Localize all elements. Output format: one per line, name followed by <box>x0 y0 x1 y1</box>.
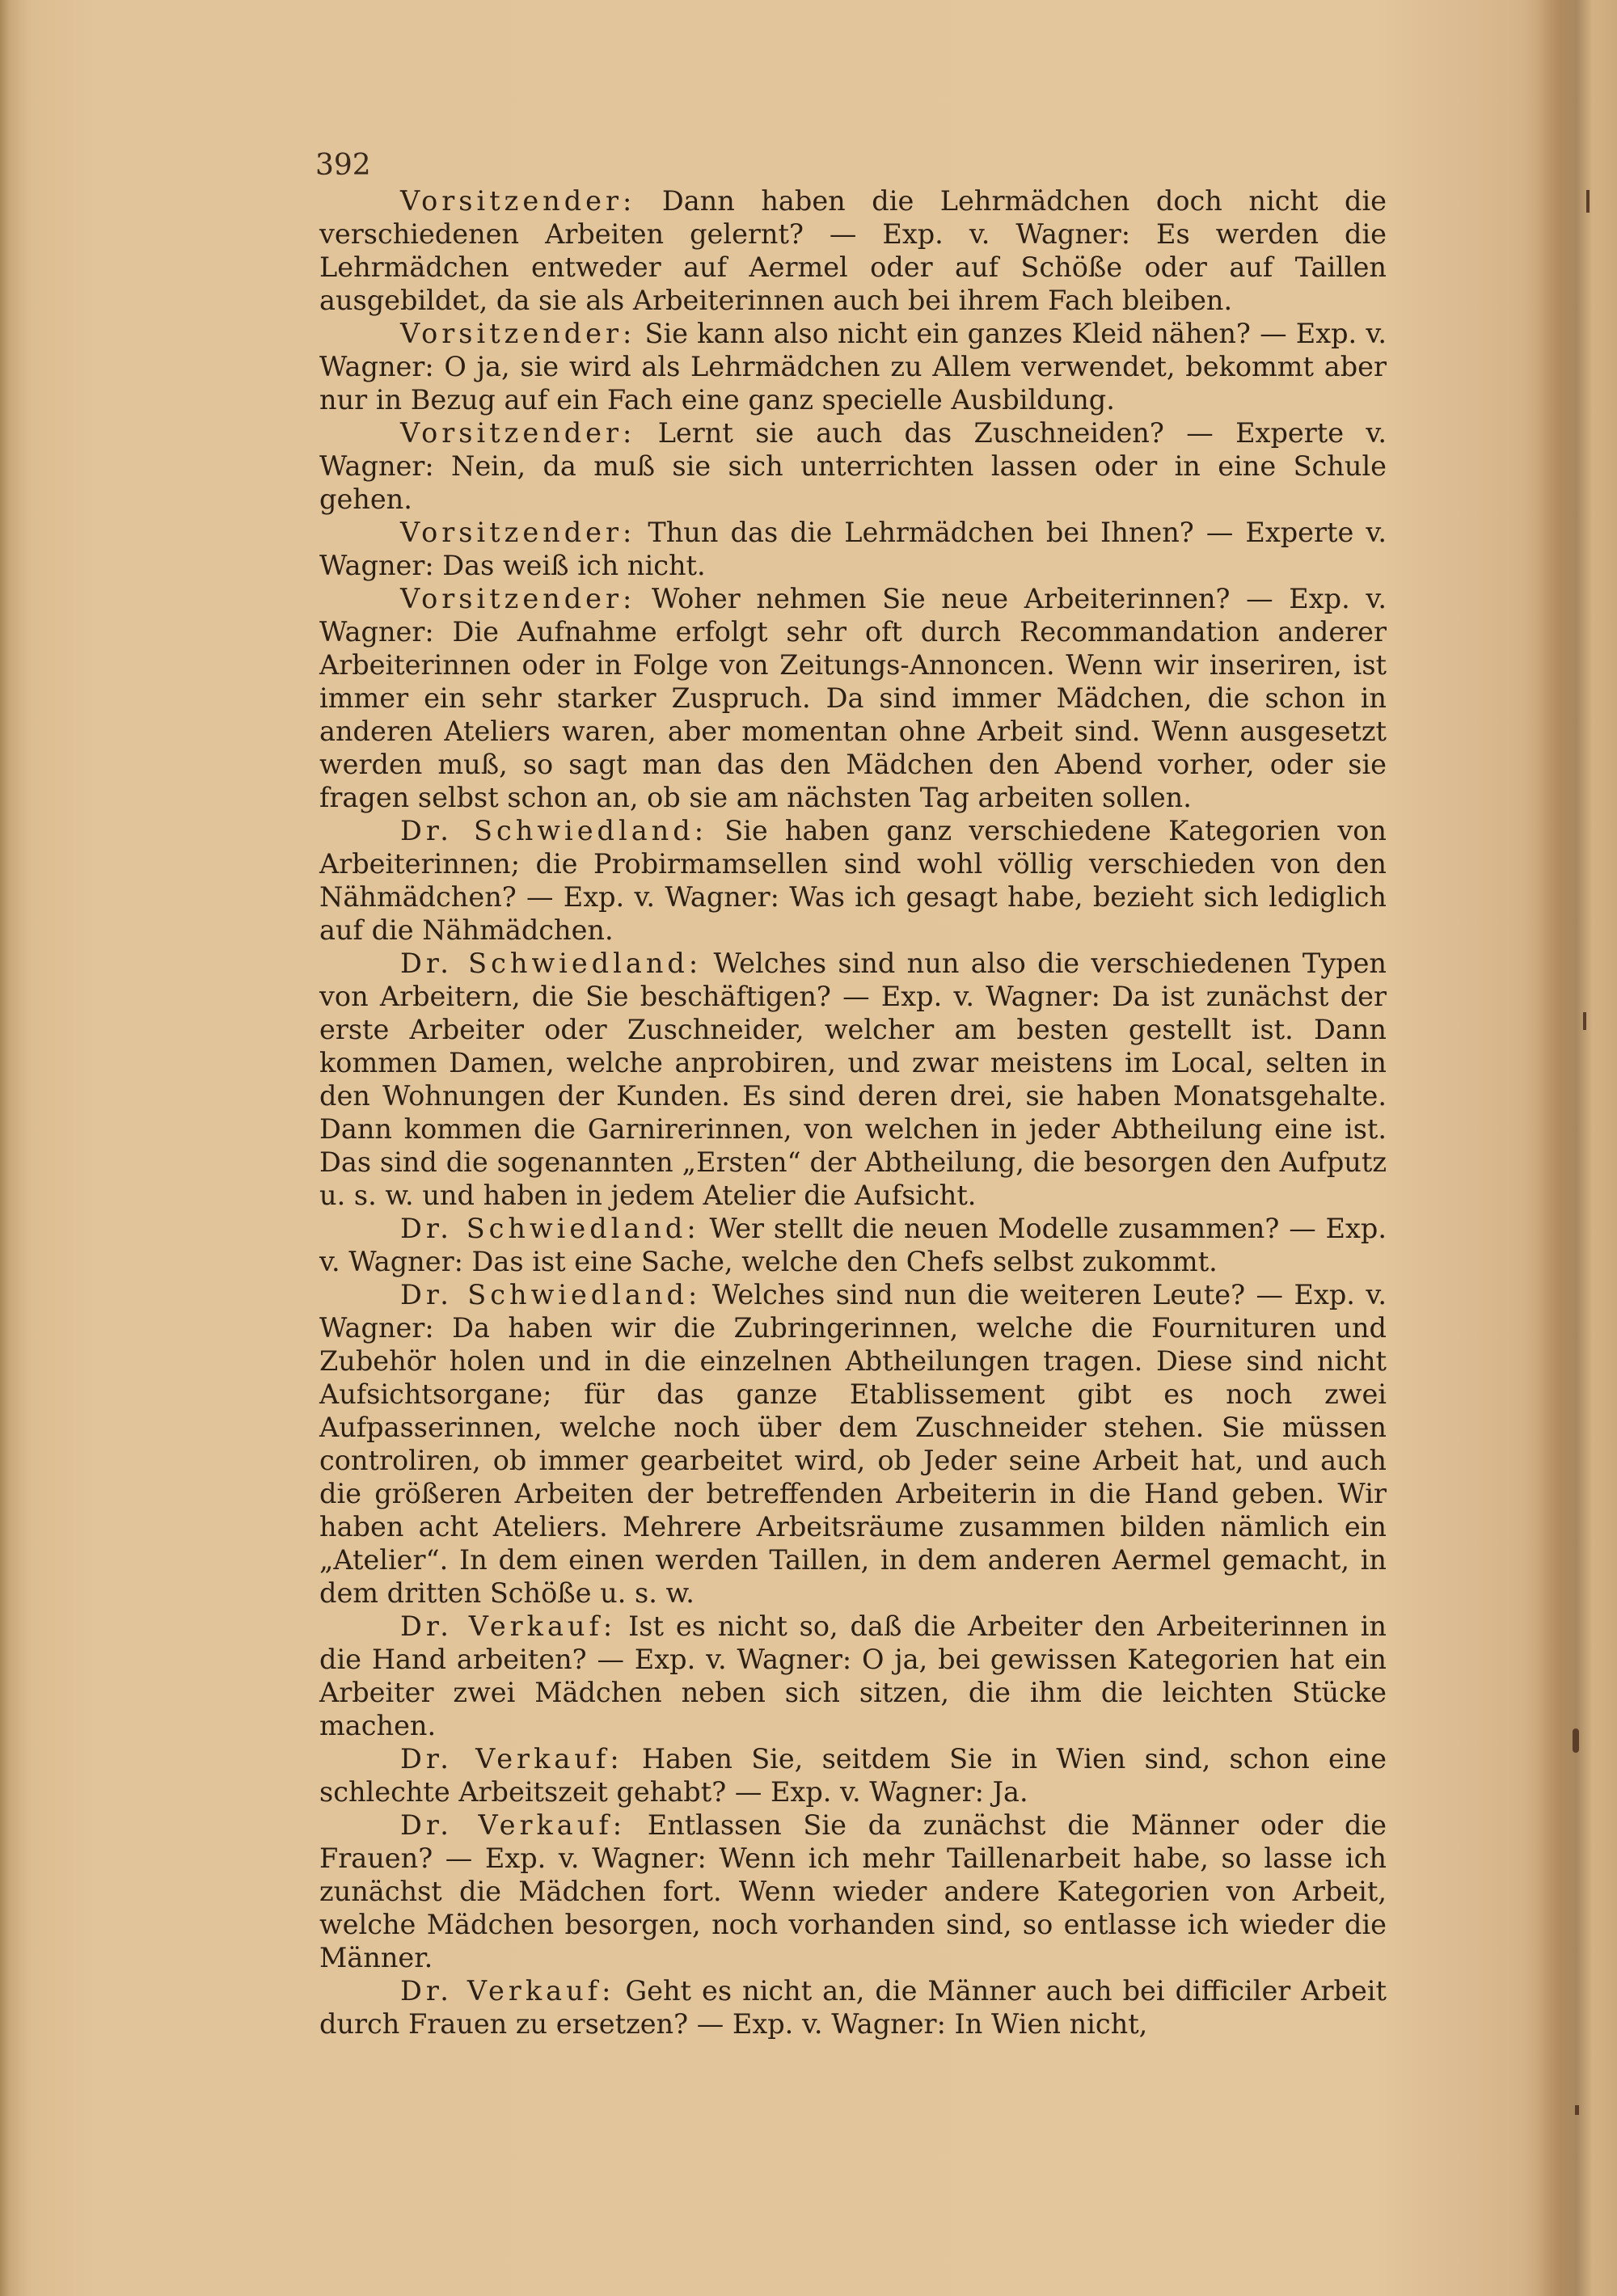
speaker-name: Vorsitzender: <box>400 583 636 614</box>
margin-mark <box>1573 1728 1579 1753</box>
paragraph-text: Lernt sie auch das Zuschneiden? — Experte v. Wagner: Nein, da muß sie sich unterrichten lassen oder in eine Schule gehen. <box>319 417 1387 515</box>
paragraph <box>319 1742 1387 1809</box>
paragraph-text: Wer stellt die neuen Modelle zusammen? — Exp. v. Wagner: Das ist eine Sache, welche den Chefs selbst zukommt. <box>319 1213 1387 1277</box>
paragraph-text: Welches sind nun also die verschiedenen Typen von Arbeitern, die Sie beschäftigen? — Exp. v. Wagner: Da ist zunächst der erste Arbeiter oder Zuschneider, welcher am besten gestellt ist. Dann kommen Damen, welche anprobiren, und zwar meistens im Local, selten in den Wohnungen der Kunden. Es sind deren drei, sie haben Monatsgehalte. Dann kommen die Garnirerinnen, von welchen in jeder Abtheilung eine ist. Das sind die sogenannten „Ersten“ der Abtheilung, die besorgen den Aufputz u. s. w. und haben in jedem Atelier die Aufsicht. <box>319 948 1387 1211</box>
speaker-name: Dr. Verkauf: <box>400 1610 617 1642</box>
margin-mark <box>1583 1012 1586 1030</box>
paragraph <box>319 416 1387 516</box>
paragraph-text: Ist es nicht so, daß die Arbeiter den Arbeiterinnen in die Hand arbeiten? — Exp. v. Wagner: O ja, bei gewissen Kategorien hat ein Arbeiter zwei Mädchen neben sich sitzen, die ihm die leichten Stücke machen. <box>319 1610 1387 1741</box>
speaker-name: Vorsitzender: <box>400 417 636 449</box>
paragraph <box>319 1278 1387 1610</box>
margin-mark <box>1575 2105 1579 2115</box>
paragraph-text: Sie kann also nicht ein ganzes Kleid nähen? — Exp. v. Wagner: O ja, sie wird als Lehrmädchen zu Allem verwendet, bekommt aber nur in Bezug auf ein Fach eine ganz specielle Ausbildung. <box>319 318 1387 416</box>
paragraph-text: Sie haben ganz verschiedene Kategorien von Arbeiterinnen; die Probirmamsellen sind wohl völlig verschieden von den Nähmädchen? — Exp. v. Wagner: Was ich gesagt habe, bezieht sich lediglich auf die Nähmädchen. <box>319 815 1387 946</box>
speaker-name: Vorsitzender: <box>400 185 636 217</box>
paragraph-text: Welches sind nun die weiteren Leute? — Exp. v. Wagner: Da haben wir die Zubringerinnen, welche die Fournituren und Zubehör holen und in die einzelnen Abtheilungen tragen. Diese sind nicht Aufsichtsorgane; für das ganze Etablissement gibt es noch zwei Aufpasserinnen, welche noch über dem Zuschneider stehen. Sie müssen controliren, ob immer gearbeitet wird, ob Jeder seine Arbeit hat, und auch die größeren Arbeiten der betreffenden Arbeiterin in die Hand geben. Wir haben acht Ateliers. Mehrere Arbeitsräume zusammen bilden nämlich ein „Atelier“. In dem einen werden Taillen, in dem anderen Aermel gemacht, in dem dritten Schöße u. s. w. <box>319 1279 1387 1609</box>
paragraph <box>319 947 1387 1212</box>
book-spine <box>0 0 27 2296</box>
speaker-name: Dr. Verkauf: <box>400 1743 623 1775</box>
speaker-name: Dr. Schwiedland: <box>400 1279 702 1310</box>
page-number: 392 <box>315 149 371 182</box>
speaker-name: Dr. Schwiedland: <box>400 948 703 979</box>
paragraph <box>319 1212 1387 1278</box>
paragraph <box>319 317 1387 416</box>
paragraph-text: Geht es nicht an, die Männer auch bei difficiler Arbeit durch Frauen zu ersetzen? — Exp. v. Wagner: In Wien nicht, <box>319 1975 1387 2040</box>
paragraph <box>319 582 1387 814</box>
paragraph <box>319 1809 1387 1974</box>
paragraph-text: Thun das die Lehrmädchen bei Ihnen? — Experte v. Wagner: Das weiß ich nicht. <box>319 517 1387 581</box>
paragraph-text: Haben Sie, seitdem Sie in Wien sind, schon eine schlechte Arbeitszeit gehabt? — Exp. v. Wagner: Ja. <box>319 1743 1387 1808</box>
speaker-name: Vorsitzender: <box>400 318 636 349</box>
speaker-name: Dr. Verkauf: <box>400 1809 627 1841</box>
paragraph <box>319 814 1387 947</box>
paragraph-text: Entlassen Sie da zunächst die Männer oder die Frauen? — Exp. v. Wagner: Wenn ich mehr Taillenarbeit habe, so lasse ich zunächst die Mädchen fort. Wenn wieder andere Kategorien von Arbeit, welche Mädchen besorgen, noch vorhanden sind, so entlasse ich wieder die Männer. <box>319 1809 1387 1973</box>
paragraph <box>319 184 1387 317</box>
speaker-name: Dr. Schwiedland: <box>400 815 707 846</box>
paragraph-text: Dann haben die Lehrmädchen doch nicht die verschiedenen Arbeiten gelernt? — Exp. v. Wagner: Es werden die Lehrmädchen entweder auf Aermel oder auf Schöße oder auf Taillen ausgebildet, da sie als Arbeiterinnen auch bei ihrem Fach bleiben. <box>319 185 1387 316</box>
paragraph <box>319 1610 1387 1742</box>
paragraph <box>319 1974 1387 2041</box>
paragraph <box>319 516 1387 582</box>
speaker-name: Vorsitzender: <box>400 517 636 548</box>
speaker-name: Dr. Schwiedland: <box>400 1213 700 1244</box>
document-body <box>319 184 1387 2041</box>
paragraph-text: Woher nehmen Sie neue Arbeiterinnen? — Exp. v. Wagner: Die Aufnahme erfolgt sehr oft durch Recommandation anderer Arbeiterinnen oder in Folge von Zeitungs-Annoncen. Wenn wir inseriren, ist immer ein sehr starker Zuspruch. Da sind immer Mädchen, die schon in anderen Ateliers waren, aber momentan ohne Arbeit sind. Wenn ausgesetzt werden muß, so sagt man das den Mädchen den Abend vorher, oder sie fragen selbst schon an, ob sie am nächsten Tag arbeiten sollen. <box>319 583 1387 813</box>
margin-mark <box>1586 190 1590 213</box>
speaker-name: Dr. Verkauf: <box>400 1975 615 2007</box>
page-edge-shadow <box>1536 0 1617 2296</box>
